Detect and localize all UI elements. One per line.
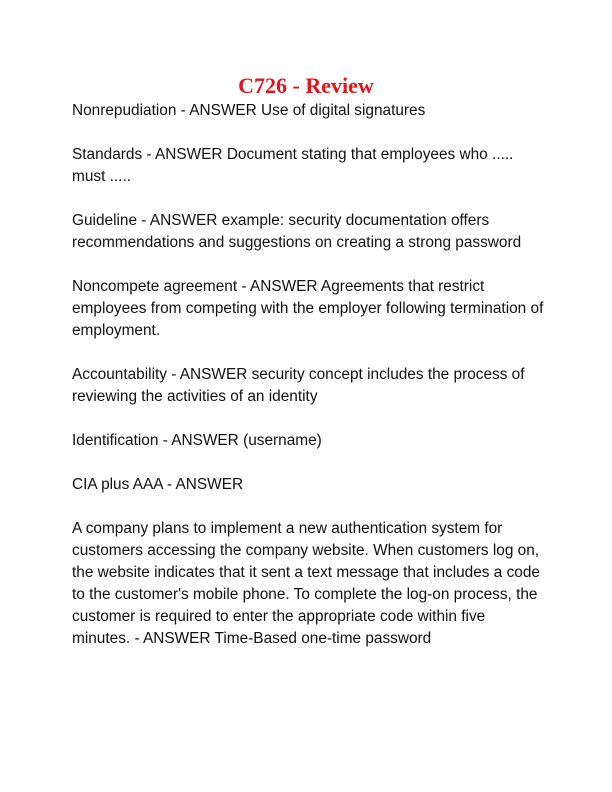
qa-standards: Standards - ANSWER Document stating that employees who ..... must ..... [72, 146, 514, 185]
qa-noncompete-agreement: Noncompete agreement - ANSWER Agreements that restrict employees from competing with the employer following termination of employment. [72, 278, 544, 339]
qa-nonrepudiation: Nonrepudiation - ANSWER Use of digital signatures [72, 102, 426, 119]
qa-identification: Identification - ANSWER (username) [72, 432, 322, 449]
document-title: C726 - Review [238, 73, 374, 98]
qa-accountability: Accountability - ANSWER security concept includes the process of reviewing the activities of an identity [72, 366, 525, 405]
qa-guideline: Guideline - ANSWER example: security documentation offers recommendations and suggestions on creating a strong password [72, 212, 522, 251]
qa-authentication-scenario: A company plans to implement a new authentication system for customers accessing the company website. When customers log on, the website indicates that it sent a text message that includes a code to the customer's mobile phone. To complete the log-on process, the customer is required to enter the appropriate code within five minutes. - ANSWER Time-Based one-time password [72, 520, 540, 647]
qa-cia-plus-aaa: CIA plus AAA - ANSWER [72, 476, 244, 493]
document-body [72, 100, 544, 650]
